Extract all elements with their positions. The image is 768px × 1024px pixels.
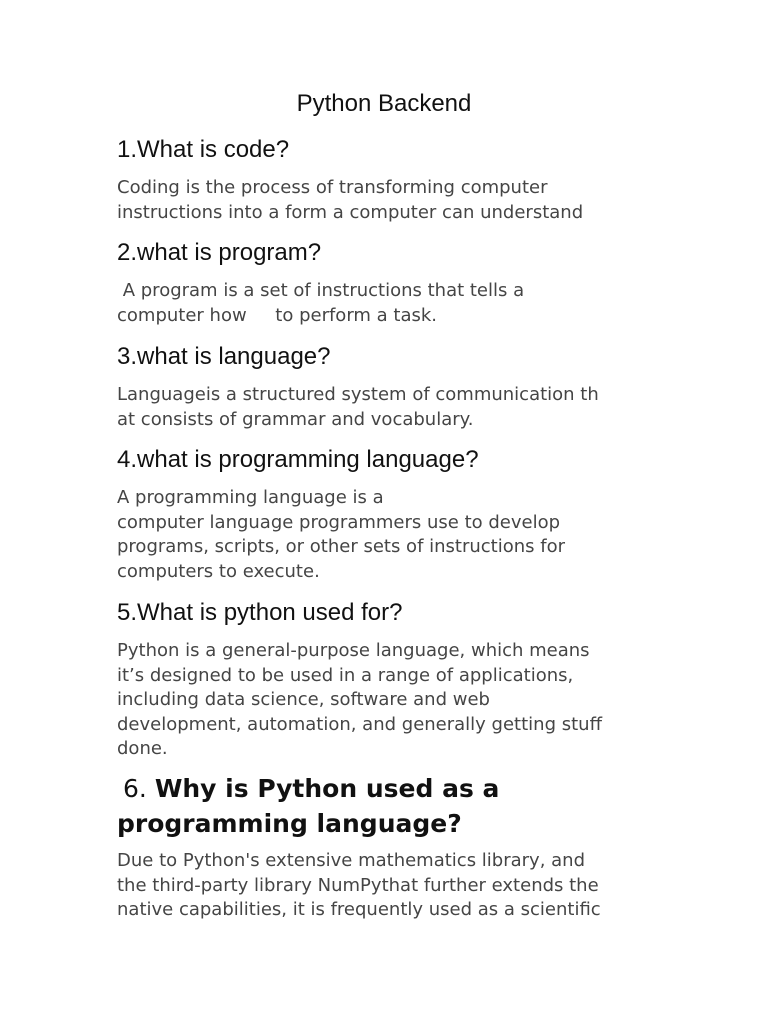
- answer-line: development, automation, and generally getting stuff: [117, 713, 602, 735]
- question-heading: 1.What is code?: [117, 136, 290, 163]
- question-text: Why is Python used as a: [154, 774, 500, 803]
- answer-line: computer how to perform a task.: [117, 304, 438, 326]
- answer-line: A programming language is a: [117, 487, 384, 508]
- answer-paragraph: [117, 639, 677, 762]
- question-text: programming language?: [117, 809, 462, 838]
- answer-line: A program is a set of instructions that tells a: [117, 280, 525, 301]
- answer-line: done.: [117, 738, 168, 760]
- answer-line: at consists of grammar and vocabulary.: [117, 408, 474, 430]
- answer-line: Due to Python's extensive mathematics library, and: [117, 850, 586, 871]
- answer-paragraph: [117, 849, 697, 923]
- question-heading: 5.What is python used for?: [117, 599, 403, 626]
- document-title: Python Backend: [296, 90, 472, 117]
- question-number: 6.: [123, 774, 155, 803]
- section-3: [117, 341, 677, 432]
- answer-line: instructions into a form a computer can understand: [117, 201, 584, 223]
- section-5: [117, 597, 677, 762]
- answer-line: Python is a general-purpose language, which means: [117, 640, 590, 661]
- question-heading: 4.what is programming language?: [117, 446, 479, 473]
- answer-line: the third-party library NumPythat further extends the: [117, 874, 599, 896]
- answer-line: Languageis a structured system of communication th: [117, 384, 599, 405]
- answer-paragraph: [117, 383, 677, 432]
- answer-line: native capabilities, it is frequently used as a scientific: [117, 899, 601, 921]
- answer-line: programs, scripts, or other sets of instructions for: [117, 536, 566, 558]
- answer-line: it’s designed to be used in a range of applications,: [117, 664, 574, 686]
- answer-paragraph: [117, 279, 677, 328]
- answer-line: computers to execute.: [117, 560, 320, 582]
- answer-line: Coding is the process of transforming computer: [117, 177, 548, 198]
- section-6: [117, 771, 697, 923]
- question-heading-bold: [117, 771, 697, 841]
- question-heading: 3.what is language?: [117, 343, 331, 370]
- section-1: [117, 134, 677, 225]
- answer-paragraph: [117, 176, 677, 225]
- answer-line: including data science, software and web: [117, 689, 490, 711]
- question-heading: 2.what is program?: [117, 239, 322, 266]
- answer-line: computer language programmers use to develop: [117, 511, 561, 533]
- section-4: [117, 444, 677, 584]
- answer-paragraph: [117, 486, 677, 584]
- section-2: [117, 237, 677, 328]
